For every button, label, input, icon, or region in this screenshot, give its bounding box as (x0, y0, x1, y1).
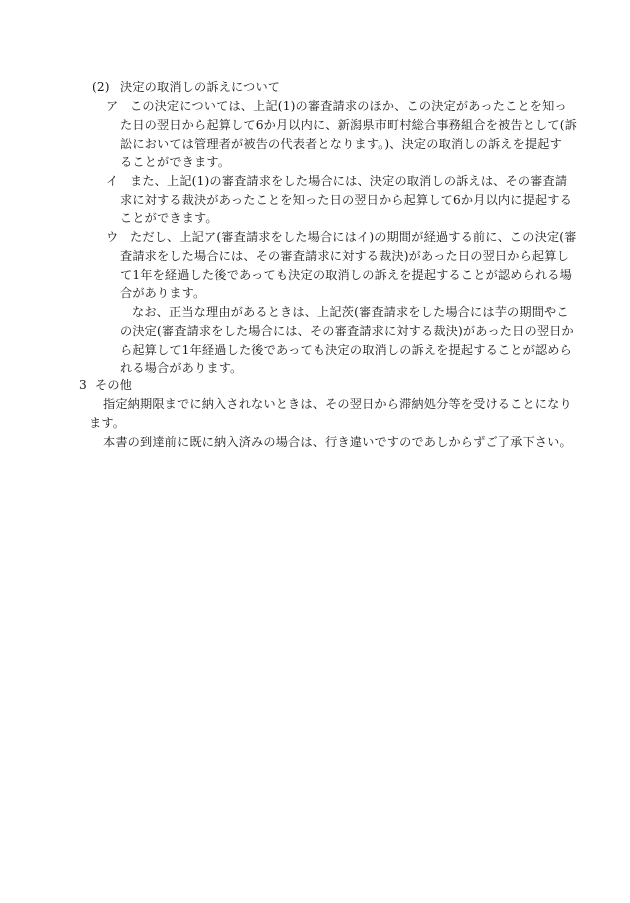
item-u-note-line-2: の決定(審査請求をした場合には、その審査請求に対する裁決)があった日の翌日か (120, 324, 574, 338)
item-u-line-3: て1年を経過した後であっても決定の取消しの訴えを提起することが認められる場 (120, 268, 572, 282)
section3-para2-line-1: 本書の到達前に既に納入済みの場合は、行き違いですのであしからずご了承下さい。 (103, 435, 572, 449)
item-a-line-3: 訟においては管理者が被告の代表者となります。)、決定の取消しの訴えを提起す (120, 137, 562, 151)
item-a-line-1: この決定については、上記(1)の審査請求のほか、この決定があったことを知っ (130, 99, 567, 113)
item-u-note-line-1: なお、正当な理由があるときは、上記茨(審査請求をした場合には芋の期間やこ (132, 305, 569, 319)
item-a-marker: ア (106, 99, 119, 113)
item-u-note-line-3: ら起算して1年経過した後であっても決定の取消しの訴えを提起することが認めら (120, 343, 572, 357)
item-i-line-2: 求に対する裁決があったことを知った日の翌日から起算して6か月以内に提起する (120, 193, 572, 207)
section2-heading (92, 78, 281, 97)
item-u-line-1: ただし、上記ア(審査請求をした場合にはイ)の期間が経過する前に、この決定(審 (130, 230, 577, 244)
section2-number: (2) (92, 80, 110, 94)
section3-para1-line-2: ます。 (89, 416, 126, 430)
item-u-line-2: 査請求をした場合には、その審査請求に対する裁決)があった日の翌日から起算し (120, 249, 569, 263)
section3-number: 3 (79, 378, 87, 392)
item-u-marker: ウ (106, 230, 119, 244)
item-i-line-1: また、上記(1)の審査請求をした場合には、決定の取消しの訴えは、その審査請 (130, 174, 568, 188)
section2-title: 決定の取消しの訴えについて (120, 80, 281, 94)
item-a-line-2: た日の翌日から起算して6か月以内に、新潟県市町村総合事務組合を被告として(訴 (120, 118, 577, 132)
section3-title: その他 (95, 378, 133, 392)
item-i-marker: イ (106, 174, 119, 188)
item-i-line-3: ことができます。 (120, 211, 218, 225)
item-a-line-4: ることができます。 (120, 155, 231, 169)
item-u-note-line-4: れる場合があります。 (120, 361, 243, 375)
section3-para1-line-1: 指定納期限までに納入されないときは、その翌日から滞納処分等を受けることになり (103, 397, 572, 411)
item-u-line-4: 合があります。 (120, 286, 206, 300)
